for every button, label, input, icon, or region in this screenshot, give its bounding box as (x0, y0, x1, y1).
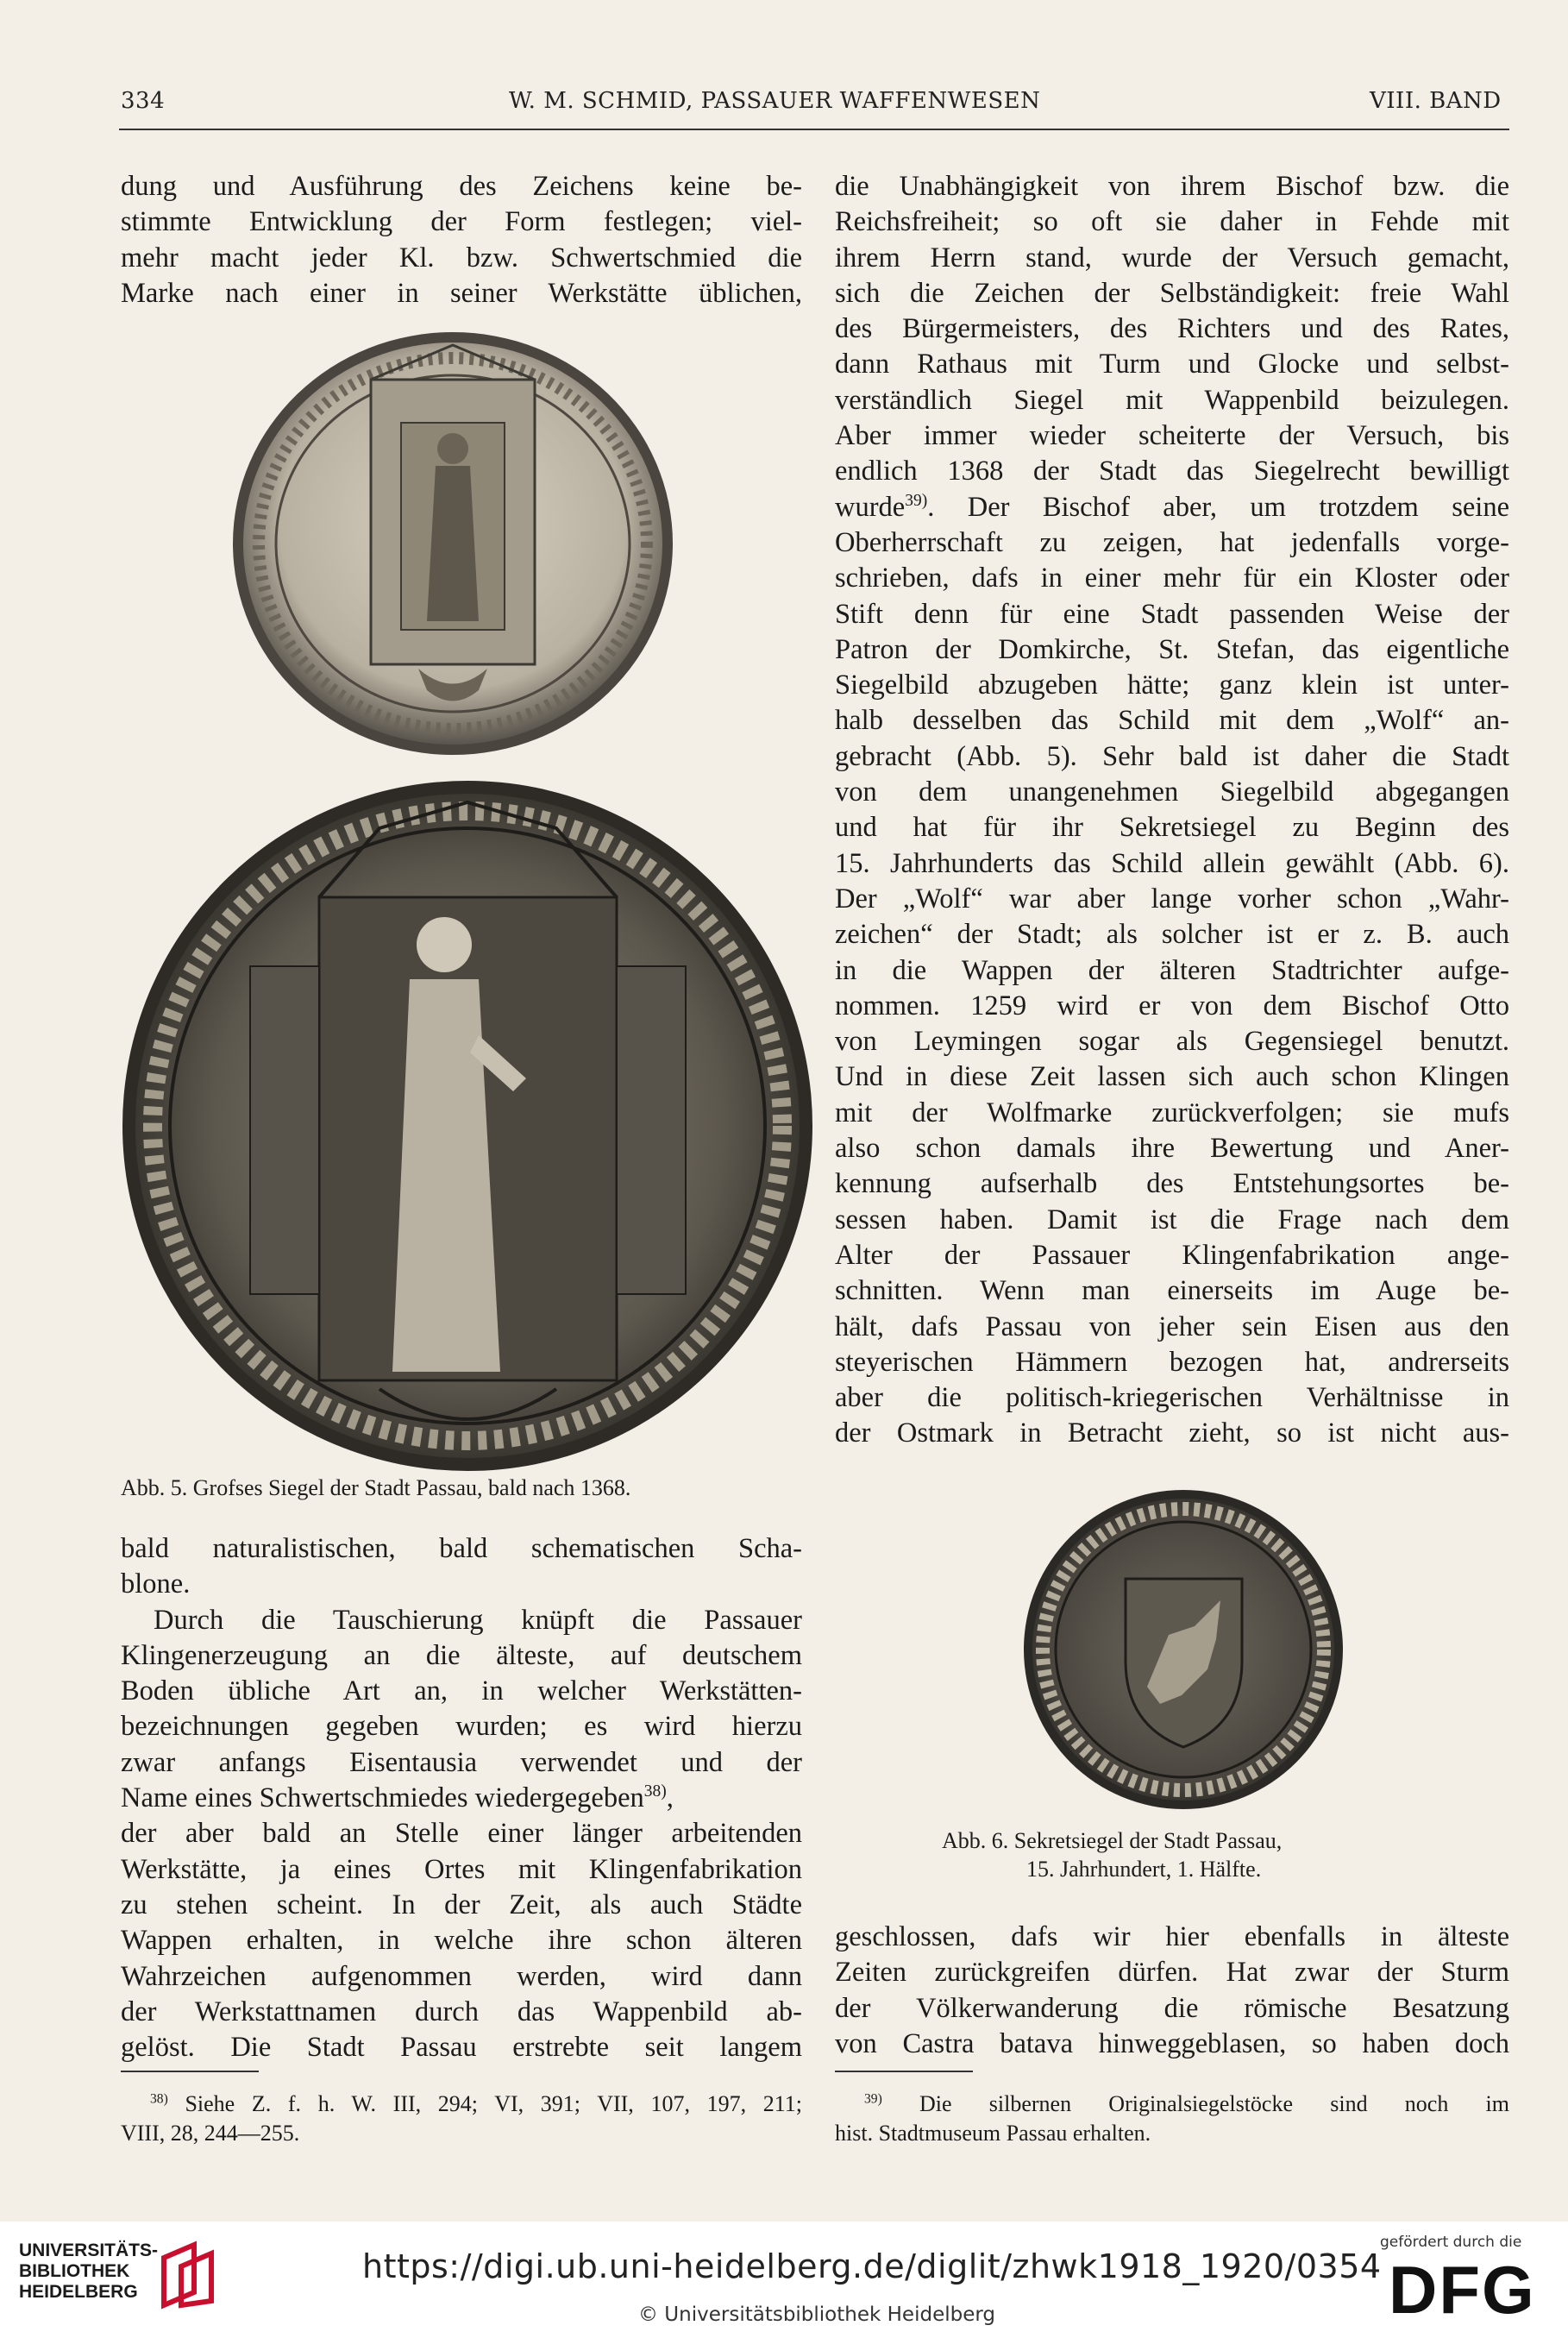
text-line: sich die Zeichen der Selbständigkeit: freie Wahl (835, 277, 1509, 309)
text-line: Und in diese Zeit lassen sich auch schon Klingen (835, 1061, 1509, 1093)
left-column-top (121, 169, 802, 311)
text-line: Werkstätte, ja eines Ortes mit Klingenfabrikation (121, 1853, 802, 1885)
text-line: dung und Ausführung des Zeichens keine be- (121, 171, 802, 202)
figure-6-caption-line-1: Abb. 6. Sekretsiegel der Stadt Passau, (942, 1828, 1283, 1853)
text-line: nommen. 1259 wird er von dem Bischof Otto (835, 990, 1509, 1021)
text-line: Siegelbild abzugeben hätte; ganz klein ist unter- (835, 669, 1509, 701)
page-number: 334 (121, 88, 166, 114)
punctuation: , (666, 1782, 674, 1814)
footnote-line: hist. Stadtmuseum Passau erhalten. (835, 2121, 1151, 2146)
text-line: von dem unangenehmen Siegelbild abgegangen (835, 776, 1509, 808)
text-segment: Name eines Schwertschmiedes wiedergegeben (121, 1782, 644, 1814)
text-line: Zeiten zurückgreifen dürfen. Hat zwar der Sturm (835, 1957, 1509, 1989)
text-line: mehr macht jeder Kl. bzw. Schwertschmied die (121, 242, 802, 273)
footnote-line (835, 2090, 1509, 2119)
figure-5-caption: Abb. 5. Grofses Siegel der Stadt Passau, bald nach 1368. (121, 1475, 631, 1500)
text-line: also schon damals ihre Bewertung und Aner- (835, 1133, 1509, 1165)
text-line: schnitten. Wenn man einerseits im Auge be- (835, 1275, 1509, 1307)
text-line: der Völkerwanderung die römische Besatzung (835, 1992, 1509, 2024)
header-rule (119, 129, 1509, 130)
text-line: Wappen erhalten, in welche ihre schon älteren (121, 1925, 802, 1957)
text-line: zeichen“ der Stadt; als solcher ist er z. B. auch (835, 919, 1509, 951)
text-line: mit der Wolfmarke zurückverfolgen; sie mufs (835, 1097, 1509, 1128)
text-line: schrieben, dafs in einer mehr für ein Kloster oder (835, 563, 1509, 594)
library-name-line: HEIDELBERG (19, 2282, 138, 2302)
right-column-bottom (835, 1920, 1509, 2062)
text-line: verständlich Siegel mit Wappenbild beizulegen. (835, 384, 1509, 416)
text-line: und hat für ihr Sekretsiegel zu Beginn des (835, 812, 1509, 844)
document-url-link[interactable]: https://digi.ub.uni-heidelberg.de/diglit/zhwk1918_1920/0354 (362, 2247, 1382, 2285)
text-line: dann Rathaus mit Turm und Glocke und selbst- (835, 349, 1509, 380)
text-line: aber die politisch-kriegerischen Verhältnisse in (835, 1382, 1509, 1414)
text-line: der Werkstattnamen durch das Wappenbild ab- (121, 1995, 802, 2027)
text-line: steyerischen Hämmern bezogen hat, andrerseits (835, 1346, 1509, 1378)
right-column-top (835, 169, 1509, 1452)
text-line: der Ostmark in Betracht zieht, so ist nicht aus- (835, 1417, 1509, 1449)
text-line: 15. Jahrhunderts das Schild allein gewählt (Abb. 6). (835, 847, 1509, 879)
text-line: geschlossen, dafs wir hier ebenfalls in älteste (835, 1921, 1509, 1952)
text-line: Patron der Domkirche, St. Stefan, das eigentliche (835, 633, 1509, 665)
seal-image-large (121, 768, 815, 1484)
seal-image-upper (229, 328, 677, 759)
text-line: sessen haben. Damit ist die Frage nach dem (835, 1204, 1509, 1235)
text-line: zu stehen scheint. In der Zeit, als auch Städte (121, 1889, 802, 1920)
library-logo-icon (160, 2241, 220, 2310)
running-title: W. M. SCHMID, PASSAUER WAFFENWESEN (509, 88, 1041, 114)
text-line: Alter der Passauer Klingenfabrikation ange- (835, 1239, 1509, 1271)
text-line: blone. (121, 1568, 191, 1600)
footnote-38 (121, 2090, 802, 2148)
text-line (835, 490, 1509, 525)
text-line: von Castra batava hinweggeblasen, so haben doch (835, 2027, 1509, 2059)
footnote-rule-right (835, 2071, 973, 2072)
funder-note: gefördert durch die (1380, 2234, 1522, 2251)
footnote-ref-39: 39) (905, 491, 928, 510)
text-line: Boden übliche Art an, in welcher Werkstätten- (121, 1675, 802, 1707)
figure-6-caption-line-2: 15. Jahrhundert, 1. Hälfte. (1026, 1857, 1262, 1882)
viewer-footer (0, 2222, 1568, 2338)
text-line: gelöst. Die Stadt Passau erstrebte seit langem (121, 2032, 802, 2064)
text-line: gebracht (Abb. 5). Sehr bald ist daher die Stadt (835, 740, 1509, 772)
text-line (121, 1781, 802, 1816)
library-name-line: UNIVERSITÄTS- (19, 2241, 159, 2260)
text-line: Oberherrschaft zu zeigen, hat jedenfalls vorge- (835, 526, 1509, 558)
footnote-39 (835, 2090, 1509, 2148)
text-line: Reichsfreiheit; so oft sie daher in Fehde mit (835, 206, 1509, 238)
text-line: Durch die Tauschierung knüpft die Passauer (154, 1604, 802, 1636)
text-line: Stift denn für eine Stadt passenden Weise der (835, 598, 1509, 630)
text-line: der aber bald an Stelle einer länger arbeitenden (121, 1818, 802, 1850)
text-line: Wahrzeichen aufgenommen werden, wird dann (121, 1960, 802, 1992)
text-line: hält, dafs Passau von jeher sein Eisen aus den (835, 1310, 1509, 1342)
text-line: Der „Wolf“ war aber lange vorher schon „Wahr- (835, 883, 1509, 914)
copyright-notice: © Universitätsbibliothek Heidelberg (638, 2303, 996, 2326)
footnote-ref-38: 38) (643, 1782, 667, 1801)
text-line: des Bürgermeisters, des Richters und des Rates, (835, 313, 1509, 345)
footnote-mark: 39) (864, 2091, 882, 2107)
footnote-rule-left (121, 2071, 259, 2072)
text-line: bald naturalistischen, bald schematischen Scha- (121, 1533, 802, 1564)
text-line: kennung aufserhalb des Entstehungsortes be- (835, 1168, 1509, 1200)
footnote-line (121, 2090, 802, 2119)
text-line: endlich 1368 der Stadt das Siegelrecht bewilligt (835, 456, 1509, 487)
text-line: die Unabhängigkeit von ihrem Bischof bzw. die (835, 171, 1509, 202)
library-name (19, 2241, 158, 2303)
text-line: halb desselben das Schild mit dem „Wolf“ an- (835, 705, 1509, 737)
text-line: Aber immer wieder scheiterte der Versuch, bis (835, 420, 1509, 452)
dfg-logo: DFG (1389, 2252, 1536, 2328)
text-line: Klingenerzeugung an die älteste, auf deutschem (121, 1639, 802, 1671)
text-segment: wurde (835, 491, 906, 523)
footnote-text: Siehe Z. f. h. W. III, 294; VI, 391; VII, 107, 197, 211; (185, 2091, 802, 2116)
text-line: bezeichnungen gegeben wurden; es wird hierzu (121, 1711, 802, 1743)
text-line: Marke nach einer in seiner Werkstätte üblichen, (121, 277, 802, 309)
footnote-line: VIII, 28, 244—255. (121, 2121, 300, 2146)
text-line: in die Wappen der älteren Stadtrichter aufge- (835, 954, 1509, 986)
volume-label: VIII. BAND (1370, 88, 1502, 114)
text-line: zwar anfangs Eisentausia verwendet und der (121, 1746, 802, 1778)
footnote-text: Die silbernen Originalsiegelstöcke sind noch im (919, 2091, 1509, 2116)
text-line: stimmte Entwicklung der Form festlegen; viel- (121, 206, 802, 238)
library-name-line: BIBLIOTHEK (19, 2261, 130, 2281)
text-line: von Leymingen sogar als Gegensiegel benutzt. (835, 1026, 1509, 1058)
text-segment: . Der Bischof aber, um trotzdem seine (927, 491, 1509, 523)
seal-image-secret (1022, 1488, 1345, 1812)
left-column-bottom (121, 1531, 802, 2065)
text-line: ihrem Herrn stand, wurde der Versuch gemacht, (835, 242, 1509, 273)
footnote-mark: 38) (150, 2091, 168, 2107)
